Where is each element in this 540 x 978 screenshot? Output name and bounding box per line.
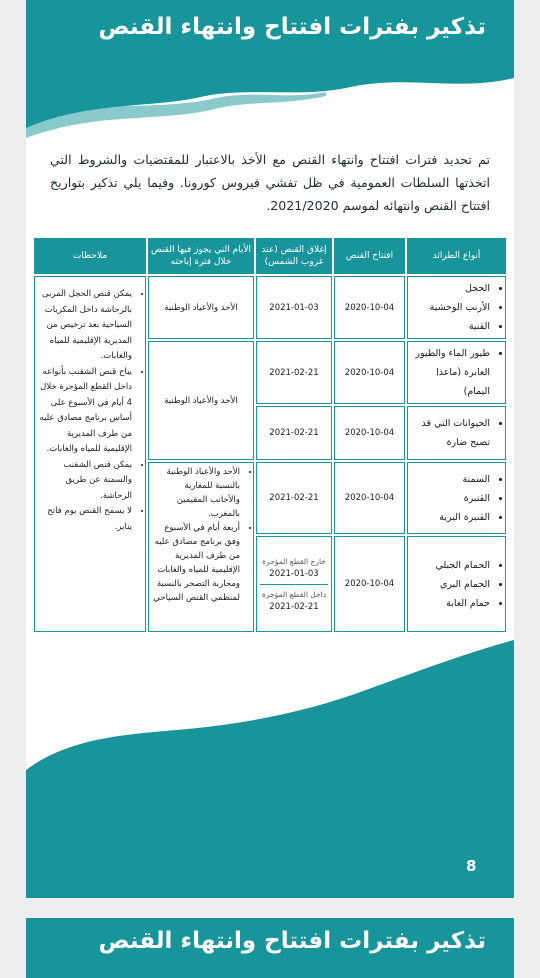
document-page	[26, 0, 514, 898]
allowed-days-cell: الأحد والأعياد الوطنية	[148, 341, 254, 460]
hunting-seasons-table	[32, 236, 508, 634]
game-types-cell	[407, 406, 506, 460]
game-types-cell	[407, 536, 506, 632]
list-item: • الحمام البري	[411, 575, 490, 594]
list-item: • الأحد والأعياد الوطنية بالنسبة للمغاربة والأجانب المقيمين بالمغرب.	[152, 465, 240, 521]
list-item: • طيور الماء والطيور العابرة (ماعدا اليمام)	[411, 344, 490, 401]
closing-label: خارج القطع المؤجرة	[262, 556, 326, 566]
list-item: • الحمام الجبلي	[411, 556, 490, 575]
opening-date-cell: 2020-10-04	[334, 406, 405, 460]
table-row	[34, 276, 506, 339]
header-notes: ملاحظات	[34, 238, 146, 274]
list-item: • أربعة أيام في الأسبوع وفق برنامج مصادق عليه من طرف المديرية الإقليمية للمياه والغابات ومحاربة التصحر بالنسبة لمنظمي القنص السياحي	[152, 521, 240, 605]
list-item: • القنية	[411, 317, 490, 336]
game-types-cell	[407, 276, 506, 339]
list-item: • يمكن قنص الشقنب والسمنة عن طريق الرحاشة.	[38, 458, 132, 505]
list-item: • القنبرة البرية	[411, 508, 490, 527]
list-item: • يمكن قنص الحجل المربى بالرحاشة داخل المكريات السياحية بعد ترخيص من المديرية الإقليمية للمياه والغابات.	[38, 287, 132, 365]
header-allowed-days: الأيام التي يجوز فيها القنص خلال فترة إباحته	[148, 238, 254, 274]
table-header-row	[34, 238, 506, 274]
closing-date-cell	[256, 536, 332, 632]
header-game-types: أنواع الطرائد	[407, 238, 506, 274]
intro-paragraph: تم تحديد فترات افتتاح وانتهاء القنص مع الأخذ بالاعتبار للمقتضيات والشروط التي اتخذتها السلطات العمومية في ظل تفشي فيروس كورونا. وفيما يلي تذكير بتواريخ افتتاح القنص وانتهائه لموسم 2021/2020.	[50, 152, 490, 213]
header-opening: افتتاح القنص	[334, 238, 405, 274]
opening-date-cell: 2020-10-04	[334, 462, 405, 534]
list-item: • القنبرة	[411, 489, 490, 508]
opening-date-cell: 2020-10-04	[334, 276, 405, 339]
closing-date-cell: 2021-02-21	[256, 406, 332, 460]
closing-date-cell: 2021-02-21	[256, 341, 332, 404]
next-page-preview	[26, 918, 514, 978]
list-item: • حمام الغابة	[411, 594, 490, 613]
page-number: 8	[466, 857, 477, 875]
notes-cell	[34, 276, 146, 632]
list-item: • لا يسمح القنص يوم فاتح يناير.	[38, 504, 132, 535]
opening-date-cell: 2020-10-04	[334, 536, 405, 632]
closing-label: داخل القطع المؤجرة	[261, 589, 327, 599]
list-item: • الحيوانات التي قد تصبح ضارة	[411, 414, 490, 452]
closing-date-cell: 2021-01-03	[256, 276, 332, 339]
header-closing: إغلاق القنص (عند غروب الشمس)	[256, 238, 332, 274]
allowed-days-cell: الأحد والأعياد الوطنية	[148, 276, 254, 339]
game-types-cell	[407, 341, 506, 404]
closing-date: 2021-01-03	[269, 568, 319, 579]
page-title: تذكير بفترات افتتاح وانتهاء القنص	[98, 14, 486, 40]
opening-date-cell: 2020-10-04	[334, 341, 405, 404]
list-item: • الأرنب الوحشية	[411, 298, 490, 317]
list-item: • السمنة	[411, 470, 490, 489]
closing-date: 2021-02-21	[269, 601, 319, 612]
game-types-cell	[407, 462, 506, 534]
allowed-days-cell	[148, 462, 254, 632]
closing-date-cell: 2021-02-21	[256, 462, 332, 534]
list-item: • يباح قنص الشقنب بأنواعه داخل القطع المؤجرة خلال 4 أيام في الأسبوع على أساس برنامج مصادق عليه من طرف المديرية الإقليمية للمياه والغابات.	[38, 365, 132, 458]
next-page-title: تذكير بفترات افتتاح وانتهاء القنص	[98, 928, 486, 954]
list-item: • الحجل	[411, 279, 490, 298]
